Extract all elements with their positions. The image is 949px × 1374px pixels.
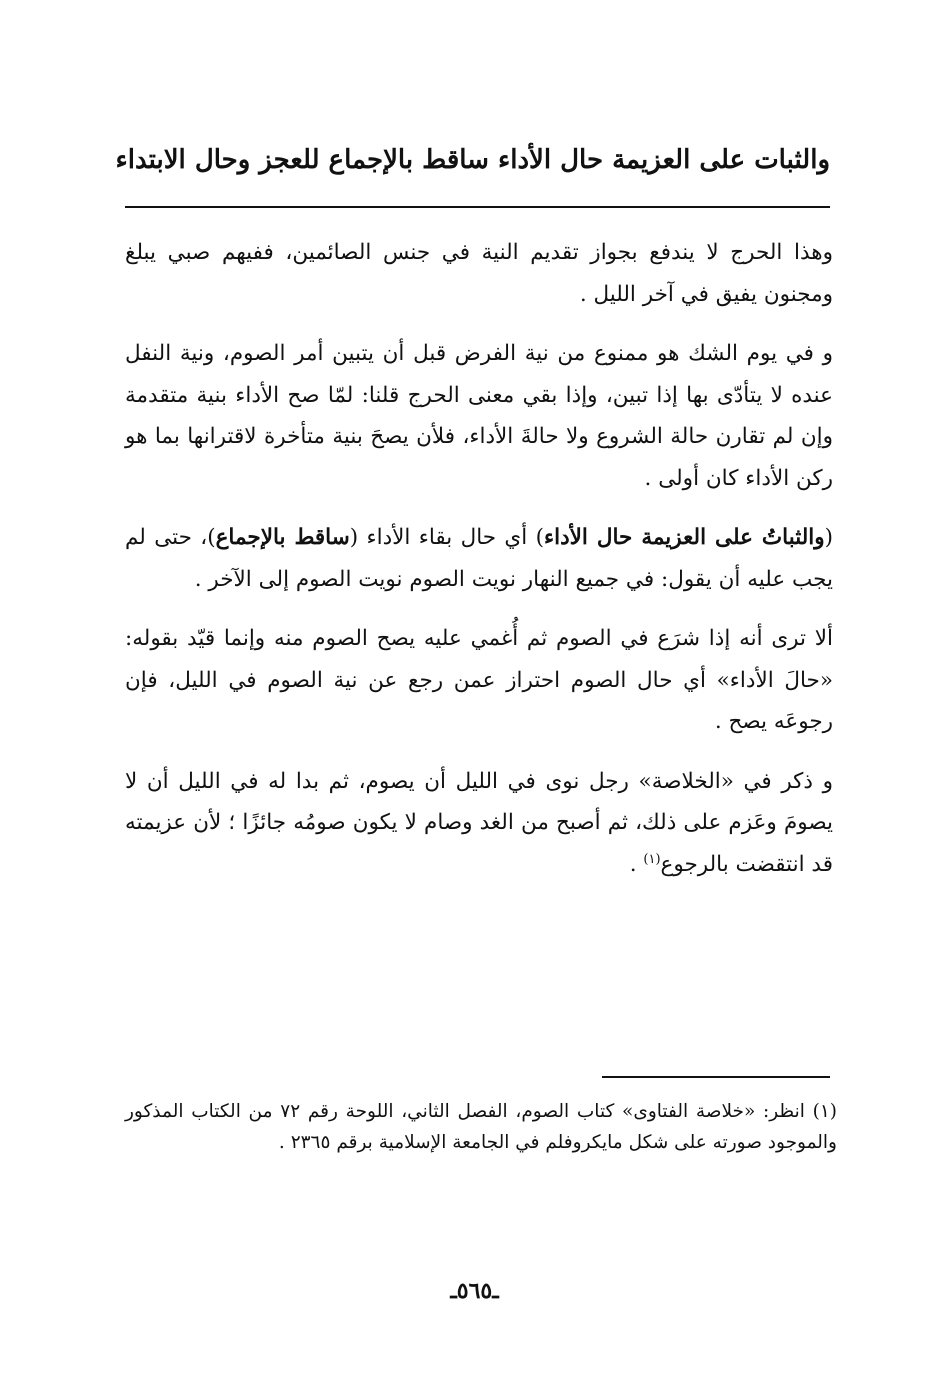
footnote-1: (١) انظر: «خلاصة الفتاوى» كتاب الصوم، الفصل الثاني، اللوحة رقم ٧٢ من الكتاب المذكور والموجود صورته على شكل مايكروفلم في الجامعة الإسلامية برقم ٢٣٦٥ . [125,1101,837,1153]
header-divider [125,206,830,208]
page-number: ـ٥٦٥ـ [450,1278,499,1304]
matn-quote-1: والثباتُ على العزيمة حال الأداء [543,525,825,550]
paragraph-5-text: و ذكر في «الخلاصة» رجل نوى في الليل أن يصوم، ثم بدا له في الليل أن لا يصومَ وعَزم على ذلك، ثم أصبح من الغد وصام لا يكون صومُه جائزًا ؛ لأن عزيمته قد انتقضت بالرجوع [125,768,833,877]
paragraph-1: وهذا الحرج لا يندفع بجواز تقديم النية في جنس الصائمين، ففيهم صبي يبلغ ومجنون يفيق في آخر الليل . [125,240,833,307]
paragraph-5 [125,761,833,886]
footnotes [125,1096,837,1158]
commentary-1: ) أي حال بقاء الأداء ( [349,525,544,550]
paragraph-2: و في يوم الشك هو ممنوع من نية الفرض قبل أن يتبين أمر الصوم، ونية النفل عنده لا يتأدّى بها إذا تبين، وإذا بقي معنى الحرج قلنا: لمّا صح الأداء بنية متقدمة وإن لم تقارن حالة الشروع ولا حالةَ الأداء، فلأن يصحَ بنية متأخرة لاقترانها بما هو ركن الأداء كان أولى . [125,341,833,491]
paren-open: ( [824,525,833,550]
paragraph-4: ألا ترى أنه إذا شرَع في الصوم ثم أُغمي عليه يصح الصوم منه وإنما قيّد بقوله: «حالَ الأداء» أي حال الصوم احتراز عمن رجع عن نية الصوم في الليل، فإن رجوعَه يصح . [125,626,833,734]
footnote-divider [602,1076,830,1078]
paragraph-3 [125,517,833,600]
running-header: والثبات على العزيمة حال الأداء ساقط بالإجماع للعجز وحال الابتداء [115,145,830,175]
paragraph-5-end: . [629,851,644,877]
footnote-ref: (١) [643,851,661,867]
matn-quote-2: ساقط بالإجماع [215,525,350,550]
main-text [125,232,833,903]
commentary-2: )، حتى لم يجب عليه أن يقول: في جميع النهار نويت الصوم نويت الصوم إلى الآخر . [125,525,833,592]
